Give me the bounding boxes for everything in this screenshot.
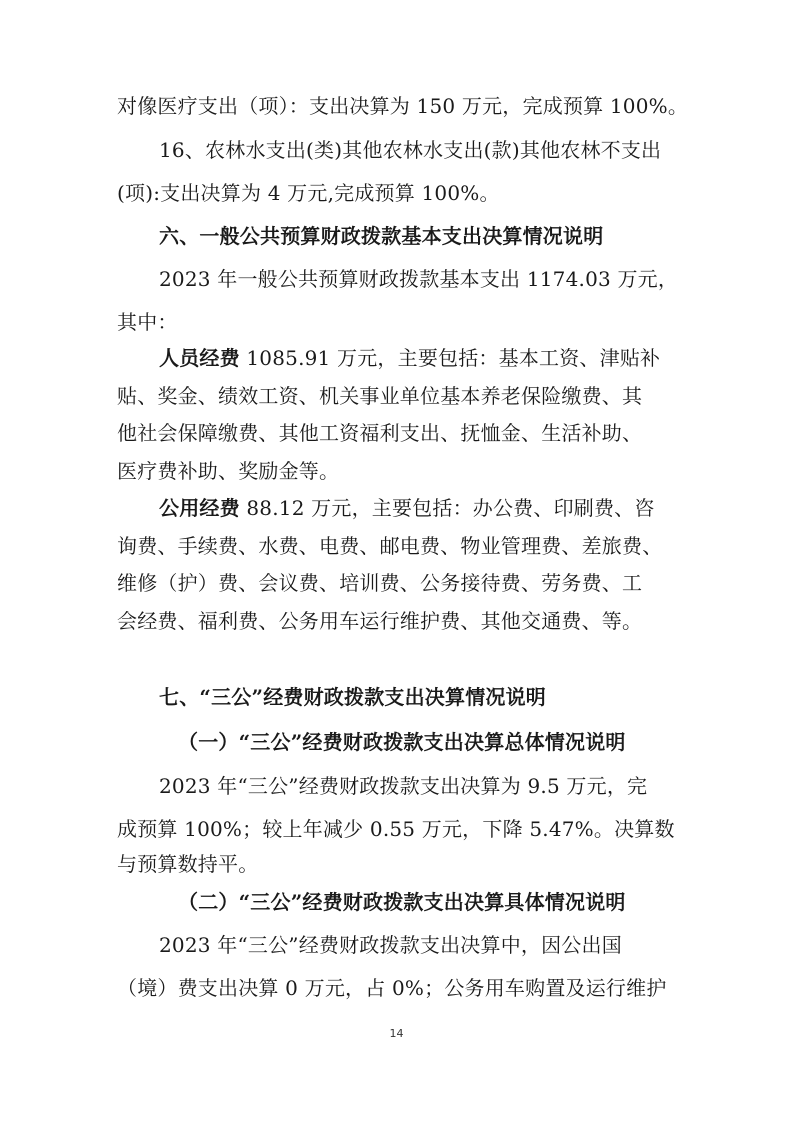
paragraph-line: 医疗费补助、奖励金等。: [117, 459, 340, 483]
personnel-cost-label: 人员经费: [159, 346, 240, 370]
paragraph-line: 对像医疗支出（项）：支出决算为 150 万元，完成预算 100%。: [117, 94, 689, 118]
public-cost-label: 公用经费: [159, 496, 240, 520]
paragraph-line: 16、农林水支出(类)其他农林水支出(款)其他农林不支出: [159, 138, 662, 162]
paragraph-line: 询费、手续费、水费、电费、邮电费、物业管理费、差旅费、: [117, 534, 663, 558]
section-heading-7: 七、“三公”经费财政拨款支出决算情况说明: [159, 685, 547, 709]
paragraph-line: 其中：: [117, 310, 178, 334]
personnel-cost-text: 1085.91 万元，主要包括：基本工资、津贴补: [239, 346, 661, 370]
paragraph-line: 2023 年一般公共预算财政拨款基本支出 1174.03 万元，: [159, 267, 679, 291]
page-number: 14: [389, 1027, 404, 1040]
public-cost-text: 88.12 万元，主要包括：办公费、印刷费、咨: [239, 496, 655, 520]
paragraph-line: 贴、奖金、绩效工资、机关事业单位基本养老保险缴费、其: [117, 384, 643, 408]
paragraph-line: （境）费支出决算 0 万元，占 0%；公务用车购置及运行维护: [117, 976, 667, 1000]
paragraph-line: 2023 年“三公”经费财政拨款支出决算为 9.5 万元，完: [159, 774, 648, 798]
paragraph-line: 维修（护）费、会议费、培训费、公务接待费、劳务费、工: [117, 571, 643, 595]
section-heading-6: 六、一般公共预算财政拨款基本支出决算情况说明: [159, 224, 604, 248]
paragraph-line: [159, 496, 655, 520]
paragraph-line: (项):支出决算为 4 万元,完成预算 100%。: [117, 181, 500, 205]
paragraph-line: 2023 年“三公”经费财政拨款支出决算中，因公出国: [159, 933, 622, 957]
subsection-heading-1: （一）“三公”经费财政拨款支出决算总体情况说明: [178, 730, 626, 754]
paragraph-line: 他社会保障缴费、其他工资福利支出、抚恤金、生活补助、: [117, 421, 643, 445]
paragraph-line: 与预算数持平。: [117, 852, 259, 876]
paragraph-line: [159, 346, 660, 370]
paragraph-line: 会经费、福利费、公务用车运行维护费、其他交通费、等。: [117, 609, 643, 633]
subsection-heading-2: （二）“三公”经费财政拨款支出决算具体情况说明: [178, 890, 626, 914]
paragraph-line: 成预算 100%；较上年减少 0.55 万元，下降 5.47%。决算数: [117, 817, 675, 841]
